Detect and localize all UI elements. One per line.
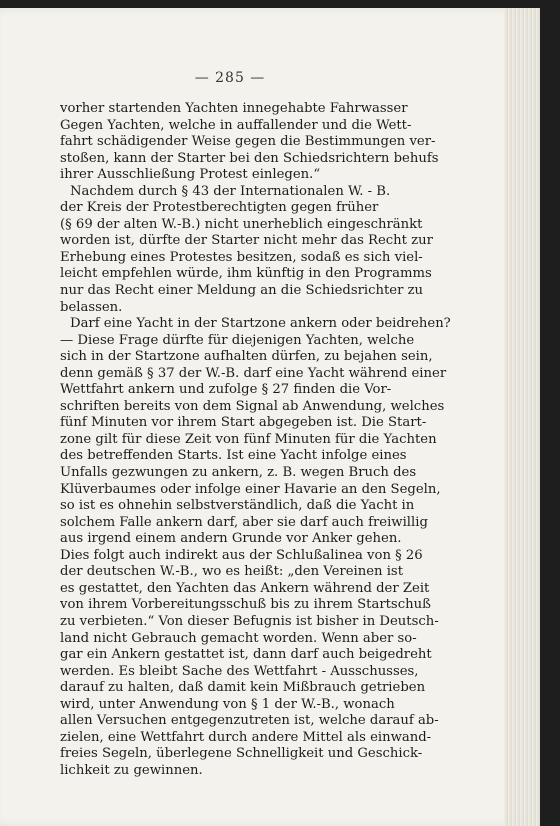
text-line: Klüverbaumes oder infolge einer Havarie an den Segeln, <box>60 481 441 497</box>
page-number: — 285 — <box>194 70 266 86</box>
text-line: es gestattet, den Yachten das Ankern während der Zeit <box>60 580 430 596</box>
text-line: der Kreis der Protestberechtigten gegen früher <box>60 200 379 216</box>
text-line: Dies folgt auch indirekt aus der Schlußalinea von § 26 <box>60 547 423 563</box>
text-line: lichkeit zu gewinnen. <box>60 762 203 778</box>
text-line: fünf Minuten vor ihrem Start abgegeben ist. Die Start- <box>60 415 427 431</box>
text-line: der deutschen W.-B., wo es heißt: „den Vereinen ist <box>60 564 403 580</box>
text-line: fahrt schädigender Weise gegen die Bestimmungen ver- <box>60 134 436 150</box>
text-line: Wettfahrt ankern und zufolge § 27 finden die Vor- <box>60 382 392 398</box>
text-line: ihrer Ausschließung Protest einlegen.“ <box>60 167 321 183</box>
text-line: stoßen, kann der Starter bei den Schiedsrichtern behufs <box>60 150 439 166</box>
text-line: — Diese Frage dürfte für diejenigen Yachten, welche <box>60 332 415 348</box>
text-line: land nicht Gebrauch gemacht worden. Wenn aber so- <box>60 630 417 646</box>
text-line: leicht empfehlen würde, ihm künftig in den Programms <box>60 266 432 282</box>
text-line: zu verbieten.“ Von dieser Befugnis ist bisher in Deutsch- <box>60 613 439 629</box>
text-line: Erhebung eines Protestes besitzen, sodaß es sich viel- <box>60 249 423 265</box>
text-line: Darf eine Yacht in der Startzone ankern oder beidrehen? <box>70 316 451 332</box>
text-line: sich in der Startzone aufhalten dürfen, zu bejahen sein, <box>60 349 433 365</box>
text-line: Gegen Yachten, welche in auffallender und die Wett- <box>60 117 412 133</box>
text-line: des betreffenden Starts. Ist eine Yacht infolge eines <box>60 448 407 464</box>
text-line: (§ 69 der alten W.-B.) nicht unerheblich eingeschränkt <box>60 216 423 232</box>
text-line: freies Segeln, überlegene Schnelligkeit und Geschick- <box>60 746 423 762</box>
text-line: zone gilt für diese Zeit von fünf Minuten für die Yachten <box>60 431 437 447</box>
text-line: allen Versuchen entgegenzutreten ist, welche darauf ab- <box>60 713 439 729</box>
text-line: Nachdem durch § 43 der Internationalen W. - B. <box>70 183 391 199</box>
text-line: worden ist, dürfte der Starter nicht mehr das Recht zur <box>60 233 433 249</box>
book-page <box>0 8 540 826</box>
text-line: gar ein Ankern gestattet ist, dann darf auch beigedreht <box>60 647 432 663</box>
text-line: werden. Es bleibt Sache des Wettfahrt - Ausschusses, <box>60 663 419 679</box>
text-line: von ihrem Vorbereitungsschuß bis zu ihrem Startschuß <box>60 597 431 613</box>
text-line: darauf zu halten, daß damit kein Mißbrauch getrieben <box>60 680 426 696</box>
text-line: solchem Falle ankern darf, aber sie darf auch freiwillig <box>60 514 428 530</box>
text-line: belassen. <box>60 299 123 315</box>
text-line: zielen, eine Wettfahrt durch andere Mittel als einwand- <box>60 729 432 745</box>
text-line: schriften bereits von dem Signal ab Anwendung, welches <box>60 398 445 414</box>
text-line: vorher startenden Yachten innegehabte Fahrwasser <box>60 101 408 116</box>
text-line: so ist es ohnehin selbstverständlich, daß die Yacht in <box>60 498 415 514</box>
text-line: wird, unter Anwendung von § 1 der W.-B., wonach <box>60 696 395 712</box>
text-line: denn gemäß § 37 der W.-B. darf eine Yacht während einer <box>60 365 447 381</box>
text-line: nur das Recht einer Meldung an die Schiedsrichter zu <box>60 283 424 299</box>
text-line: aus irgend einem andern Grunde vor Anker gehen. <box>60 531 402 547</box>
page-edge <box>504 8 540 826</box>
body-text <box>60 101 451 779</box>
text-line: Unfalls gezwungen zu ankern, z. B. wegen Bruch des <box>60 465 417 481</box>
